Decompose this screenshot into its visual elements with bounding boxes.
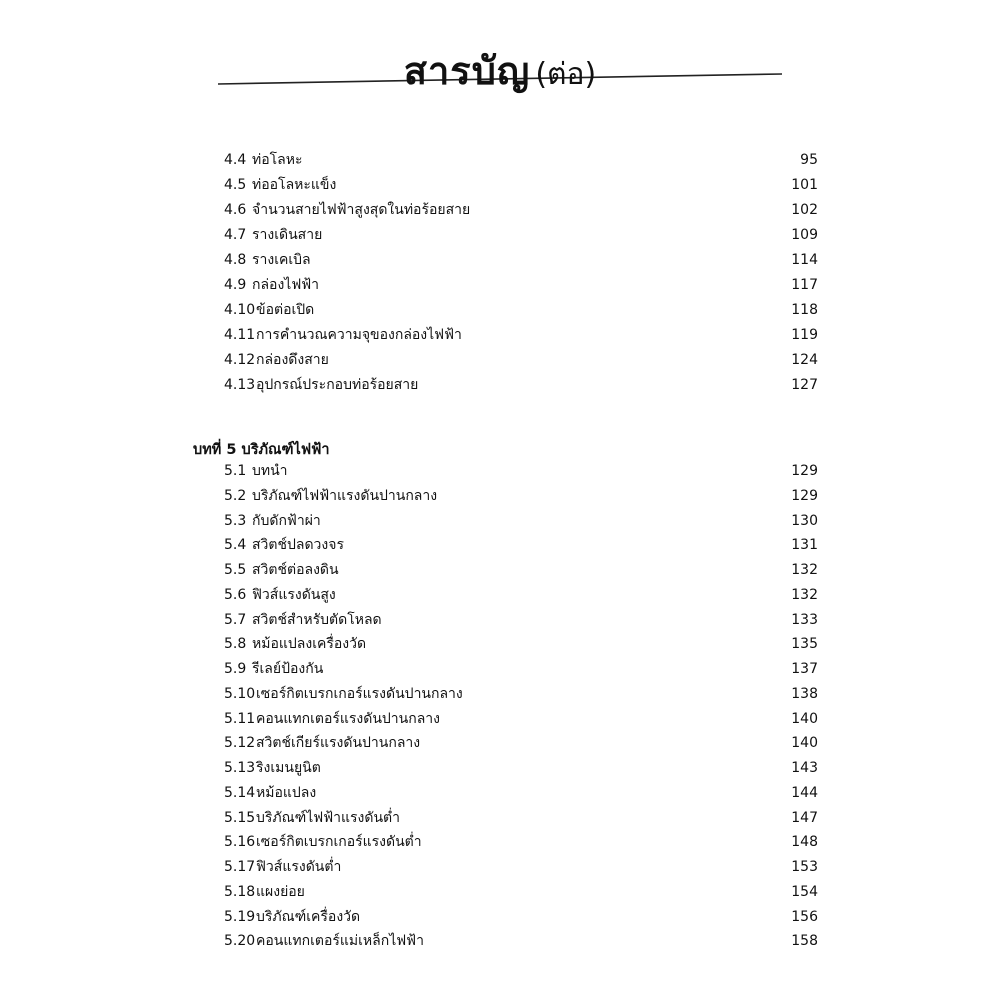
toc-entry-title: บทนำ	[252, 463, 288, 479]
toc-entry	[0, 658, 1000, 680]
toc-entry	[0, 683, 1000, 705]
toc-entry-number: 5.5	[224, 562, 247, 578]
toc-entry-page: 109	[791, 227, 818, 243]
toc-entry-title: กล่องไฟฟ้า	[252, 277, 320, 293]
toc-entry-page: 129	[791, 463, 818, 479]
toc-entry-title: บริภัณฑ์ไฟฟ้าแรงดันต่ำ	[256, 809, 400, 826]
toc-entry-title: ริงเมนยูนิต	[256, 760, 321, 776]
toc-entry	[0, 299, 1000, 321]
toc-entry-title: รางเคเบิล	[252, 252, 311, 268]
page-title-sub: (ต่อ)	[535, 57, 597, 92]
toc-entry-title: จำนวนสายไฟฟ้าสูงสุดในท่อร้อยสาย	[252, 202, 471, 218]
toc-entry	[0, 584, 1000, 606]
toc-entry-title: ท่ออโลหะแข็ง	[252, 177, 337, 193]
toc-entry-page: 114	[791, 252, 818, 268]
toc-entry-number: 4.13	[224, 377, 256, 393]
toc-entry-title: การคำนวณความจุของกล่องไฟฟ้า	[256, 327, 462, 343]
toc-entry-title: แผงย่อย	[256, 883, 305, 900]
toc-entry	[0, 609, 1000, 631]
toc-entry-title: ข้อต่อเปิด	[256, 302, 315, 318]
toc-entry	[0, 856, 1000, 878]
toc-entry-title: กับดักฟ้าผ่า	[252, 512, 321, 529]
toc-entry-page: 153	[791, 859, 818, 875]
toc-entry-number: 4.9	[224, 277, 247, 293]
toc-entry-title: รางเดินสาย	[252, 227, 323, 243]
toc-entry-title: หม้อแปลงเครื่องวัด	[252, 636, 367, 653]
toc-entry-number: 5.6	[224, 586, 247, 603]
toc-entry-page: 133	[791, 611, 818, 628]
toc-entry-title: ฟิวส์แรงดันสูง	[252, 586, 336, 603]
toc-entry-page: 95	[800, 152, 818, 168]
toc-entry-page: 131	[791, 537, 818, 554]
toc-entry	[0, 757, 1000, 779]
toc-entry-number: 5.11	[224, 710, 256, 727]
toc-entry-page: 158	[791, 933, 818, 950]
toc-entry-number: 5.12	[224, 735, 256, 752]
toc-entry	[0, 485, 1000, 507]
toc-entry-number: 5.20	[224, 933, 256, 950]
toc-entry-page: 143	[791, 760, 818, 776]
toc-entry	[0, 324, 1000, 346]
toc-entry-number: 5.8	[224, 636, 247, 653]
toc-entry-number: 5.4	[224, 537, 247, 554]
chapter-5-heading: บทที่ 5 บริภัณฑ์ไฟฟ้า	[193, 442, 330, 458]
toc-entry	[0, 274, 1000, 296]
toc-entry	[0, 534, 1000, 556]
toc-entry	[0, 174, 1000, 196]
toc-entry-number: 5.10	[224, 685, 256, 702]
toc-entry-title: คอนแทกเตอร์แรงดันปานกลาง	[256, 710, 440, 727]
toc-entry-page: 147	[791, 809, 818, 826]
toc-entry	[0, 807, 1000, 829]
toc-entry	[0, 708, 1000, 730]
toc-entry-page: 118	[791, 302, 818, 318]
toc-entry-title: เซอร์กิตเบรกเกอร์แรงดันต่ำ	[256, 834, 422, 851]
toc-entry-page: 117	[791, 277, 818, 293]
toc-entry-page: 132	[791, 562, 818, 578]
toc-entry-number: 4.11	[224, 327, 256, 343]
toc-entry-number: 5.15	[224, 809, 256, 826]
toc-entry-page: 148	[791, 834, 818, 851]
toc-entry	[0, 633, 1000, 655]
toc-entry-page: 144	[791, 784, 818, 801]
toc-entry-number: 5.2	[224, 487, 247, 504]
toc-entry-title: ฟิวส์แรงดันต่ำ	[256, 859, 342, 875]
toc-entry-number: 5.14	[224, 784, 256, 801]
toc-entry-number: 4.7	[224, 227, 247, 243]
toc-entry-page: 140	[791, 735, 818, 752]
toc-entry-page: 101	[791, 177, 818, 193]
toc-entry-title: สวิตช์ต่อลงดิน	[252, 562, 339, 578]
toc-entry-page: 129	[791, 487, 818, 504]
toc-entry-number: 5.7	[224, 611, 247, 628]
page-header	[0, 38, 1000, 98]
toc-entry-page: 156	[791, 908, 818, 925]
toc-entry-number: 5.3	[224, 512, 247, 529]
toc-entry	[0, 906, 1000, 928]
toc-entry-title: หม้อแปลง	[256, 784, 317, 801]
toc-entry	[0, 831, 1000, 853]
toc-entry-page: 140	[791, 710, 818, 727]
toc-entry-number: 5.17	[224, 859, 256, 875]
toc-entry-number: 5.13	[224, 760, 256, 776]
toc-entry-number: 4.10	[224, 302, 256, 318]
toc-entry	[0, 510, 1000, 532]
toc-entry	[0, 930, 1000, 952]
toc-entry-number: 4.12	[224, 352, 256, 368]
toc-entry-title: สวิตช์ปลดวงจร	[252, 537, 344, 554]
toc-entry	[0, 460, 1000, 482]
toc-entry	[0, 782, 1000, 804]
page-title	[0, 40, 1000, 101]
toc-entry	[0, 881, 1000, 903]
toc-entry-number: 5.9	[224, 661, 247, 677]
toc-entry-number: 4.4	[224, 152, 247, 168]
page-title-main: สารบัญ	[403, 49, 531, 93]
toc-entry-number: 5.19	[224, 908, 256, 925]
toc-entry-number: 4.5	[224, 177, 247, 193]
toc-entry	[0, 559, 1000, 581]
toc-entry	[0, 149, 1000, 171]
toc-entry-title: คอนแทกเตอร์แม่เหล็กไฟฟ้า	[256, 933, 424, 950]
toc-entry-number: 5.1	[224, 463, 247, 479]
toc-entry-page: 154	[791, 883, 818, 900]
toc-entry-page: 119	[791, 327, 818, 343]
toc-entry-page: 132	[791, 586, 818, 603]
toc-entry	[0, 249, 1000, 271]
toc-entry-number: 5.16	[224, 834, 256, 851]
toc-entry-title: อุปกรณ์ประกอบท่อร้อยสาย	[256, 377, 419, 393]
toc-entry	[0, 224, 1000, 246]
toc-entry-page: 124	[791, 352, 818, 368]
toc-entry-title: กล่องดึงสาย	[256, 352, 329, 368]
toc-entry	[0, 374, 1000, 396]
toc-entry-page: 127	[791, 377, 818, 393]
toc-entry	[0, 349, 1000, 371]
toc-entry-title: สวิตช์เกียร์แรงดันปานกลาง	[256, 735, 421, 752]
toc-entry-title: รีเลย์ป้องกัน	[252, 661, 324, 677]
toc-entry-page: 135	[791, 636, 818, 653]
toc-entry-page: 137	[791, 661, 818, 677]
toc-entry-title: บริภัณฑ์ไฟฟ้าแรงดันปานกลาง	[252, 487, 438, 504]
toc-entry-title: บริภัณฑ์เครื่องวัด	[256, 908, 361, 925]
toc-entry-number: 4.8	[224, 252, 247, 268]
toc-entry-number: 4.6	[224, 202, 247, 218]
toc-entry	[0, 732, 1000, 754]
toc-entry-title: ท่อโลหะ	[252, 152, 303, 168]
toc-entry-page: 130	[791, 512, 818, 529]
toc-entry-page: 102	[791, 202, 818, 218]
toc-entry-page: 138	[791, 685, 818, 702]
toc-entry	[0, 199, 1000, 221]
toc-entry-title: เซอร์กิตเบรกเกอร์แรงดันปานกลาง	[256, 685, 463, 702]
toc-entry-number: 5.18	[224, 883, 256, 900]
toc-entry-title: สวิตช์สำหรับตัดโหลด	[252, 611, 382, 628]
